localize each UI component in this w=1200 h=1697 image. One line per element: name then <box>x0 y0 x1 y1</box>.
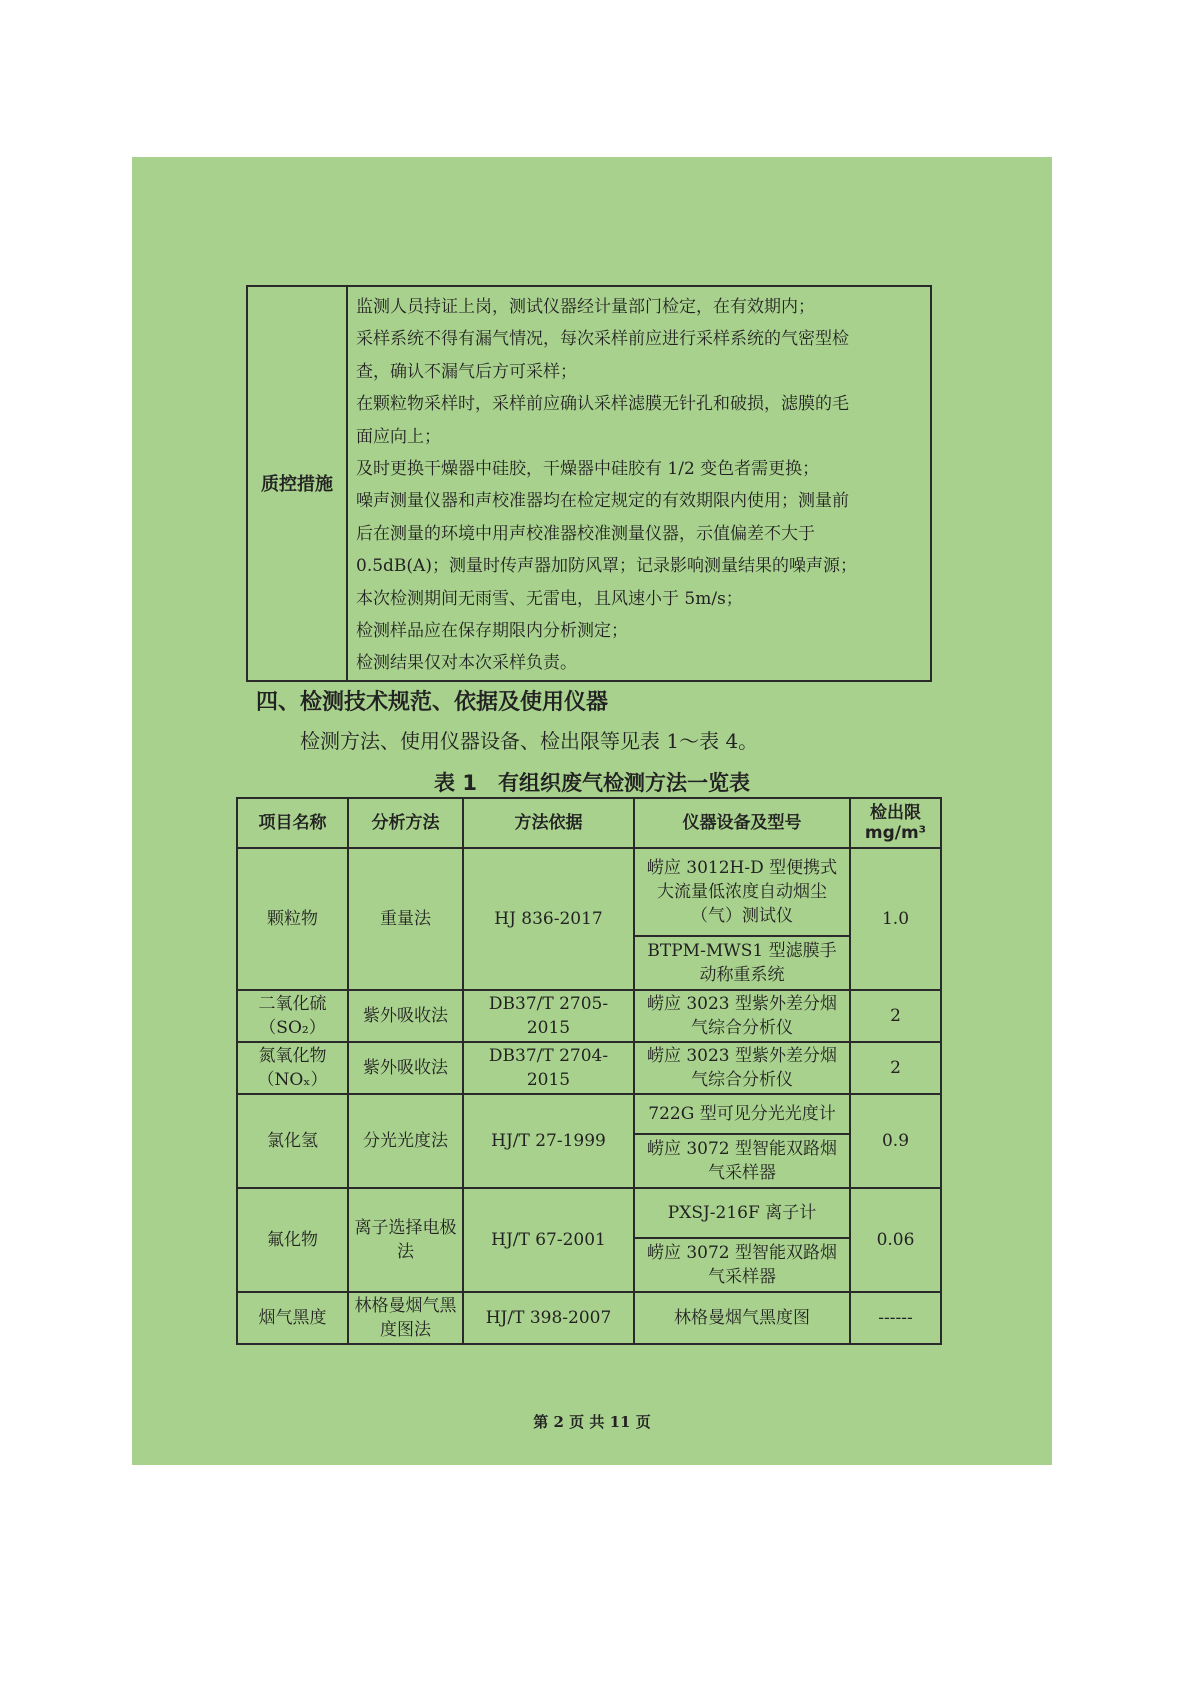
table-row <box>237 1292 941 1344</box>
cell-item <box>237 1042 348 1094</box>
header-limit-label: 检出限 <box>870 803 921 823</box>
cell-limit: 2 <box>850 990 941 1042</box>
table-header-row <box>237 798 941 848</box>
qc-line: 后在测量的环境中用声校准器校准测量仪器，示值偏差不大于 <box>356 523 815 544</box>
cell-item-formula: （SO₂） <box>259 1018 326 1038</box>
qc-line: 及时更换干燥器中硅胶，干燥器中硅胶有 1/2 变色者需更换； <box>356 459 820 480</box>
qc-line: 噪声测量仪器和声校准器均在检定规定的有效期限内使用；测量前 <box>356 491 849 512</box>
cell-item: 烟气黑度 <box>237 1292 348 1344</box>
cell-method: 重量法 <box>348 848 463 990</box>
cell-basis: HJ/T 398-2007 <box>463 1292 634 1344</box>
table-caption: 表 1 有组织废气检测方法一览表 <box>434 771 750 795</box>
cell-item: 颗粒物 <box>237 848 348 990</box>
header-item: 项目名称 <box>237 798 348 848</box>
qc-line: 监测人员持证上岗，测试仪器经计量部门检定，在有效期内； <box>356 297 815 317</box>
header-instrument: 仪器设备及型号 <box>634 798 850 848</box>
method-table <box>236 797 942 1345</box>
cell-item-formula: （NOₓ） <box>257 1070 328 1090</box>
cell-limit: 1.0 <box>850 848 941 990</box>
cell-instrument: 崂应 3072 型智能双路烟气采样器 <box>634 1134 850 1188</box>
cell-basis: DB37/T 2705-2015 <box>463 990 634 1042</box>
cell-instrument: 崂应 3023 型紫外差分烟气综合分析仪 <box>634 990 850 1042</box>
qc-line: 查，确认不漏气后方可采样； <box>356 361 577 382</box>
document-page <box>132 157 1052 1465</box>
header-limit-unit: mg/m³ <box>864 823 927 843</box>
cell-basis: HJ/T 27-1999 <box>463 1094 634 1188</box>
qc-line: 0.5dB(A)；测量时传声器加防风罩；记录影响测量结果的噪声源； <box>356 556 857 577</box>
section-heading: 四、检测技术规范、依据及使用仪器 <box>256 690 609 715</box>
cell-item: 氟化物 <box>237 1188 348 1292</box>
cell-method: 紫外吸收法 <box>348 1042 463 1094</box>
cell-instrument: PXSJ-216F 离子计 <box>634 1188 850 1238</box>
quality-control-table <box>246 285 932 682</box>
table-row <box>237 1042 941 1094</box>
table-row <box>237 848 941 936</box>
cell-item: 氯化氢 <box>237 1094 348 1188</box>
page-number: 第 2 页 共 11 页 <box>533 1413 651 1431</box>
cell-limit: ------ <box>850 1292 941 1344</box>
header-limit <box>850 798 941 848</box>
quality-control-measures <box>347 286 931 681</box>
header-method: 分析方法 <box>348 798 463 848</box>
cell-instrument: 崂应 3012H-D 型便携式大流量低浓度自动烟尘（气）测试仪 <box>634 848 850 936</box>
cell-method: 分光光度法 <box>348 1094 463 1188</box>
cell-method: 紫外吸收法 <box>348 990 463 1042</box>
cell-instrument: 林格曼烟气黑度图 <box>634 1292 850 1344</box>
cell-instrument: 722G 型可见分光光度计 <box>634 1094 850 1134</box>
cell-instrument: BTPM-MWS1 型滤膜手动称重系统 <box>634 936 850 990</box>
cell-basis: HJ/T 67-2001 <box>463 1188 634 1292</box>
header-basis: 方法依据 <box>463 798 634 848</box>
qc-line: 面应向上； <box>356 426 441 447</box>
qc-line: 检测样品应在保存期限内分析测定； <box>356 621 628 642</box>
qc-line: 检测结果仅对本次采样负责。 <box>356 653 577 674</box>
cell-method: 离子选择电极法 <box>348 1188 463 1292</box>
qc-line: 本次检测期间无雨雪、无雷电，且风速小于 5m/s； <box>356 588 743 609</box>
cell-instrument: 崂应 3072 型智能双路烟气采样器 <box>634 1238 850 1292</box>
cell-limit: 0.06 <box>850 1188 941 1292</box>
cell-basis: DB37/T 2704-2015 <box>463 1042 634 1094</box>
table-row <box>237 990 941 1042</box>
cell-item-name: 氮氧化物 <box>258 1046 327 1066</box>
cell-method: 林格曼烟气黑度图法 <box>348 1292 463 1344</box>
intro-paragraph: 检测方法、使用仪器设备、检出限等见表 1～表 4。 <box>300 729 759 753</box>
cell-limit: 0.9 <box>850 1094 941 1188</box>
qc-line: 采样系统不得有漏气情况，每次采样前应进行采样系统的气密型检 <box>356 329 849 350</box>
table-row <box>237 1188 941 1238</box>
quality-control-label: 质控措施 <box>247 286 347 681</box>
qc-line: 在颗粒物采样时，采样前应确认采样滤膜无针孔和破损，滤膜的毛 <box>356 394 849 415</box>
cell-instrument: 崂应 3023 型紫外差分烟气综合分析仪 <box>634 1042 850 1094</box>
table-row <box>237 1094 941 1134</box>
cell-item-name: 二氧化硫 <box>258 994 327 1014</box>
cell-item <box>237 990 348 1042</box>
cell-limit: 2 <box>850 1042 941 1094</box>
cell-basis: HJ 836-2017 <box>463 848 634 990</box>
